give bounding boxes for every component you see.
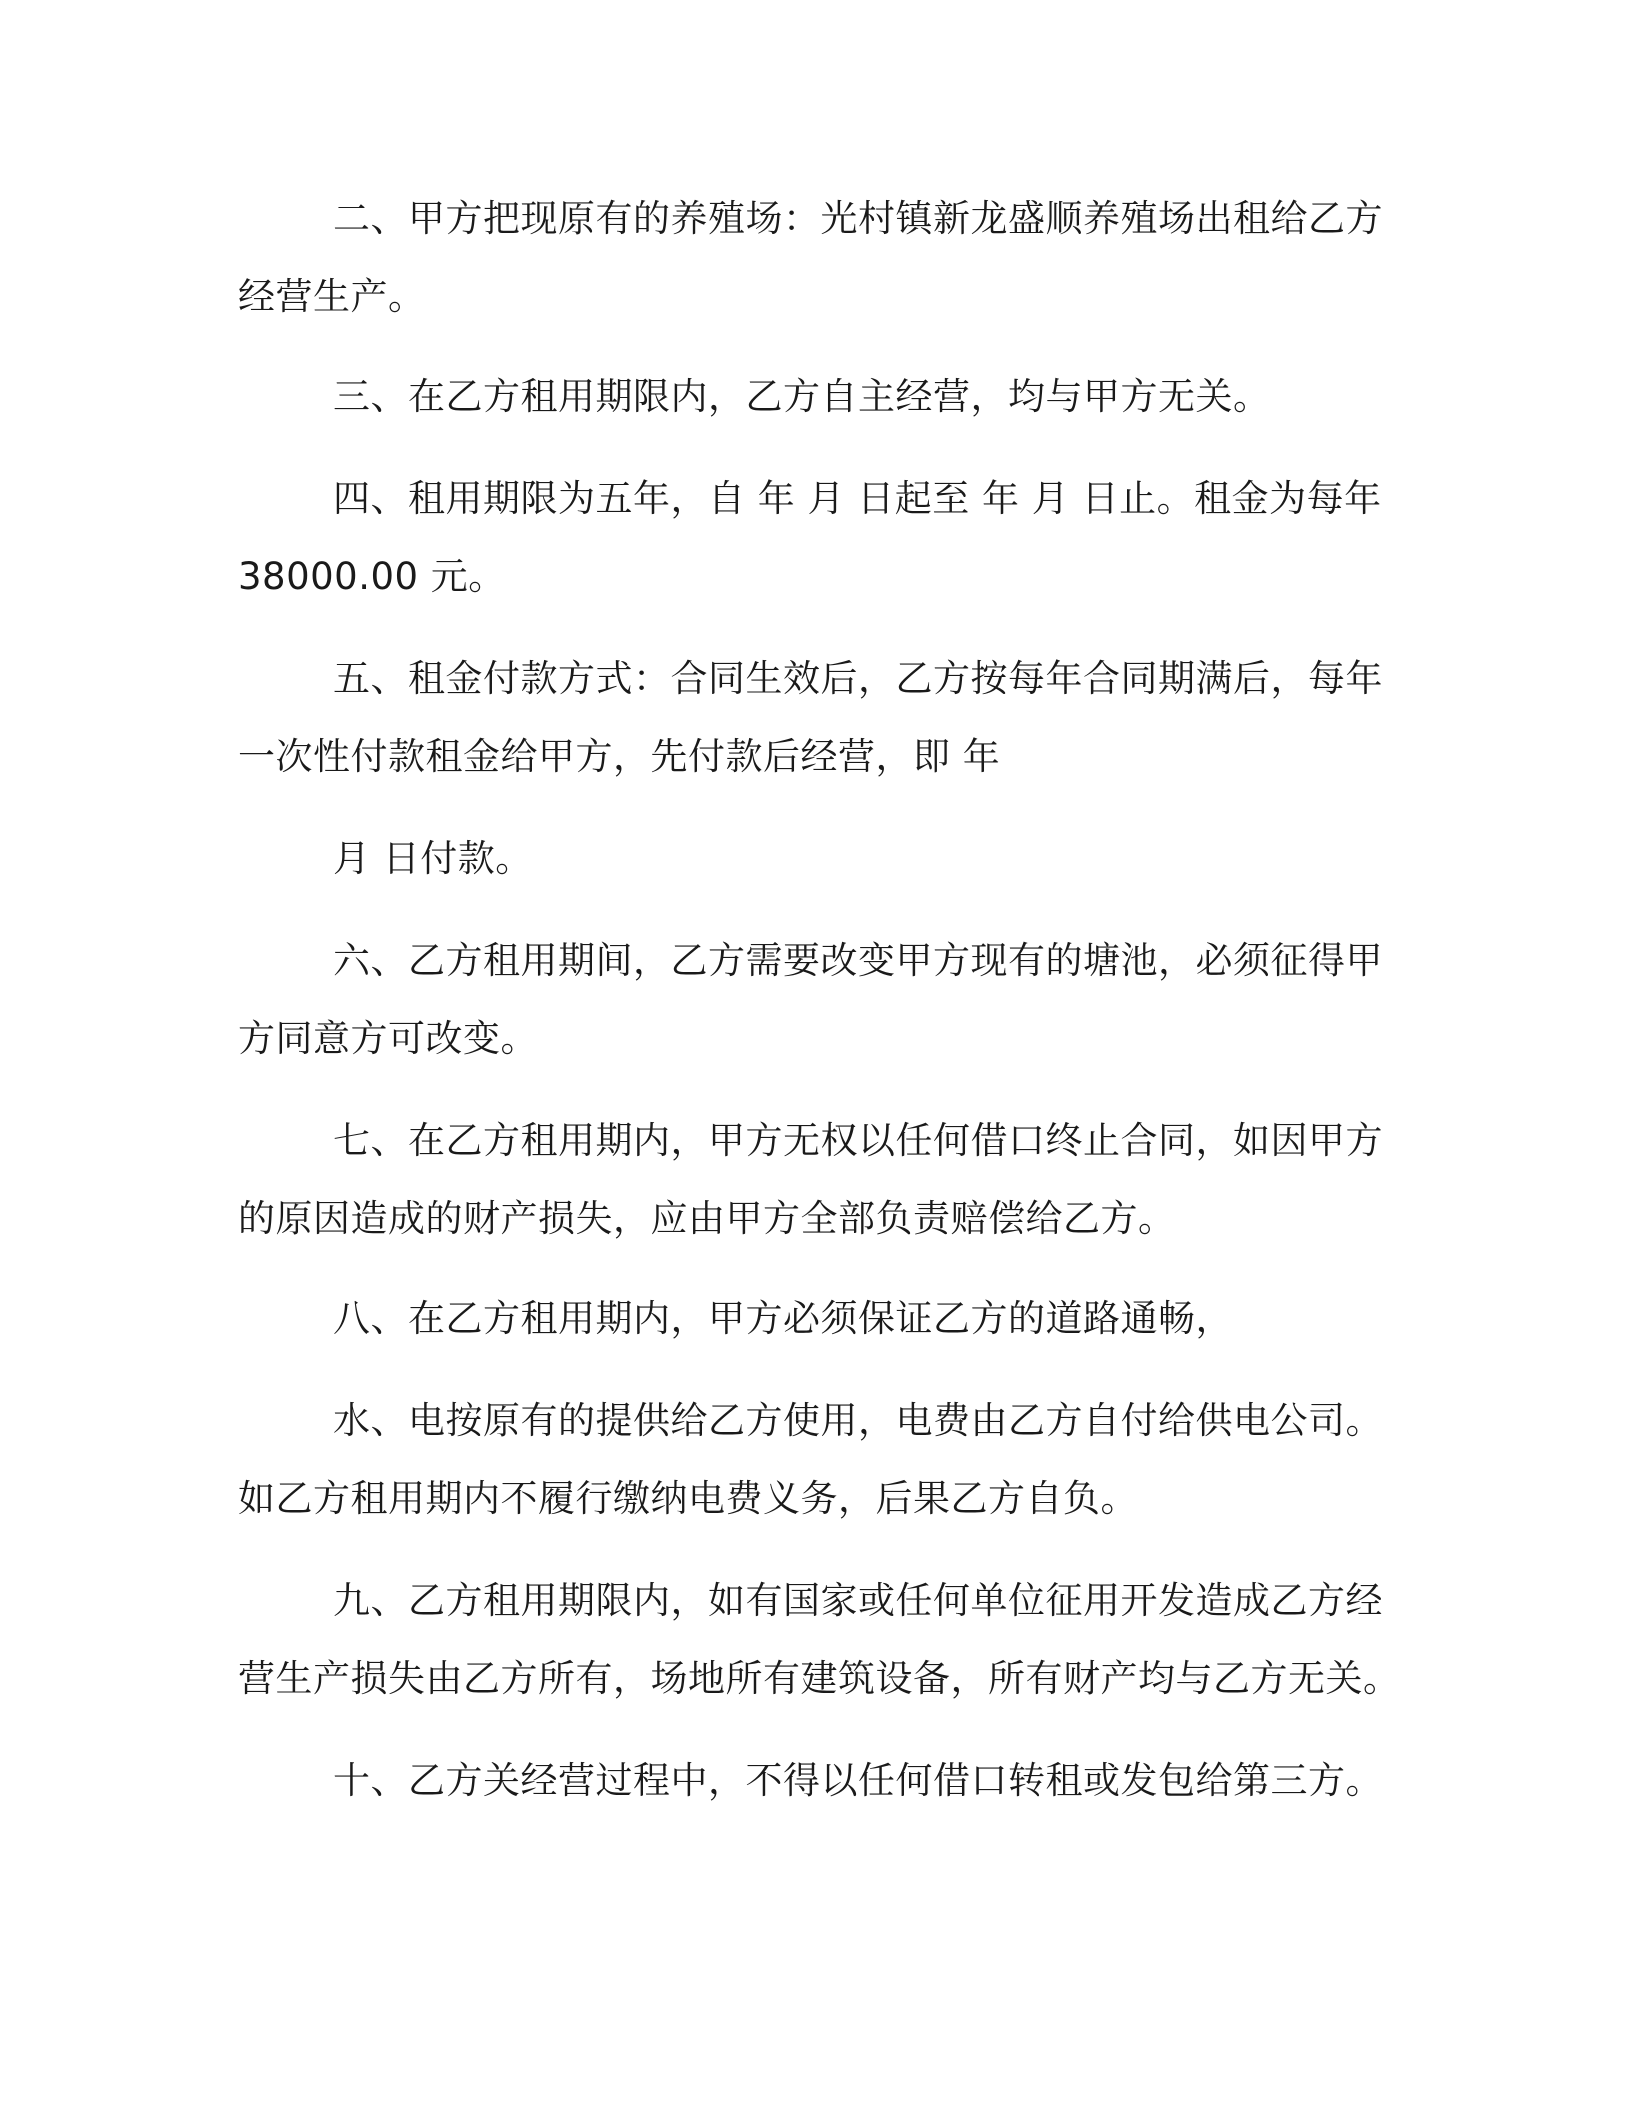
clause-8-utilities — [238, 1382, 1398, 1538]
clause-8 — [238, 1280, 1398, 1358]
clause-7 — [238, 1102, 1398, 1258]
clause-10 — [238, 1742, 1398, 1820]
clause-7-line-1: 七、在乙方租用期内，甲方无权以任何借口终止合同，如因甲方 — [333, 1119, 1383, 1162]
clause-8-line-1: 八、在乙方租用期内，甲方必须保证乙方的道路通畅， — [333, 1297, 1233, 1340]
clause-5 — [238, 640, 1398, 796]
clause-4 — [238, 460, 1398, 616]
clause-4-line-2: 38000.00 元。 — [238, 555, 506, 598]
clause-9-line-1: 九、乙方租用期限内，如有国家或任何单位征用开发造成乙方经 — [333, 1579, 1383, 1622]
clause-2-line-2: 经营生产。 — [238, 275, 426, 318]
clause-4-line-1: 四、租用期限为五年，自 年 月 日起至 年 月 日止。租金为每年 — [333, 477, 1382, 520]
clause-5-line-2: 一次性付款租金给甲方，先付款后经营，即 年 — [238, 735, 1001, 778]
clause-5-date — [238, 820, 1398, 898]
clause-9-line-2: 营生产损失由乙方所有，场地所有建筑设备，所有财产均与乙方无关。 — [238, 1657, 1401, 1700]
clause-8-utilities-line-1: 水、电按原有的提供给乙方使用，电费由乙方自付给供电公司。 — [333, 1399, 1383, 1442]
clause-8-utilities-line-2: 如乙方租用期内不履行缴纳电费义务，后果乙方自负。 — [238, 1477, 1138, 1520]
clause-9 — [238, 1562, 1401, 1718]
clause-6-line-1: 六、乙方租用期间，乙方需要改变甲方现有的塘池，必须征得甲 — [333, 939, 1383, 982]
clause-3-line-1: 三、在乙方租用期限内，乙方自主经营，均与甲方无关。 — [333, 375, 1271, 418]
clause-5-date-line: 月 日付款。 — [333, 837, 533, 880]
clause-3 — [238, 358, 1398, 436]
clause-5-line-1: 五、租金付款方式：合同生效后，乙方按每年合同期满后，每年 — [333, 657, 1383, 700]
clause-2 — [238, 180, 1398, 336]
clause-7-line-2: 的原因造成的财产损失，应由甲方全部负责赔偿给乙方。 — [238, 1197, 1176, 1240]
clause-10-line-1: 十、乙方关经营过程中，不得以任何借口转租或发包给第三方。 — [333, 1759, 1383, 1802]
clause-6-line-2: 方同意方可改变。 — [238, 1017, 538, 1060]
clause-2-line-1: 二、甲方把现原有的养殖场：光村镇新龙盛顺养殖场出租给乙方 — [333, 197, 1383, 240]
clause-6 — [238, 922, 1398, 1078]
